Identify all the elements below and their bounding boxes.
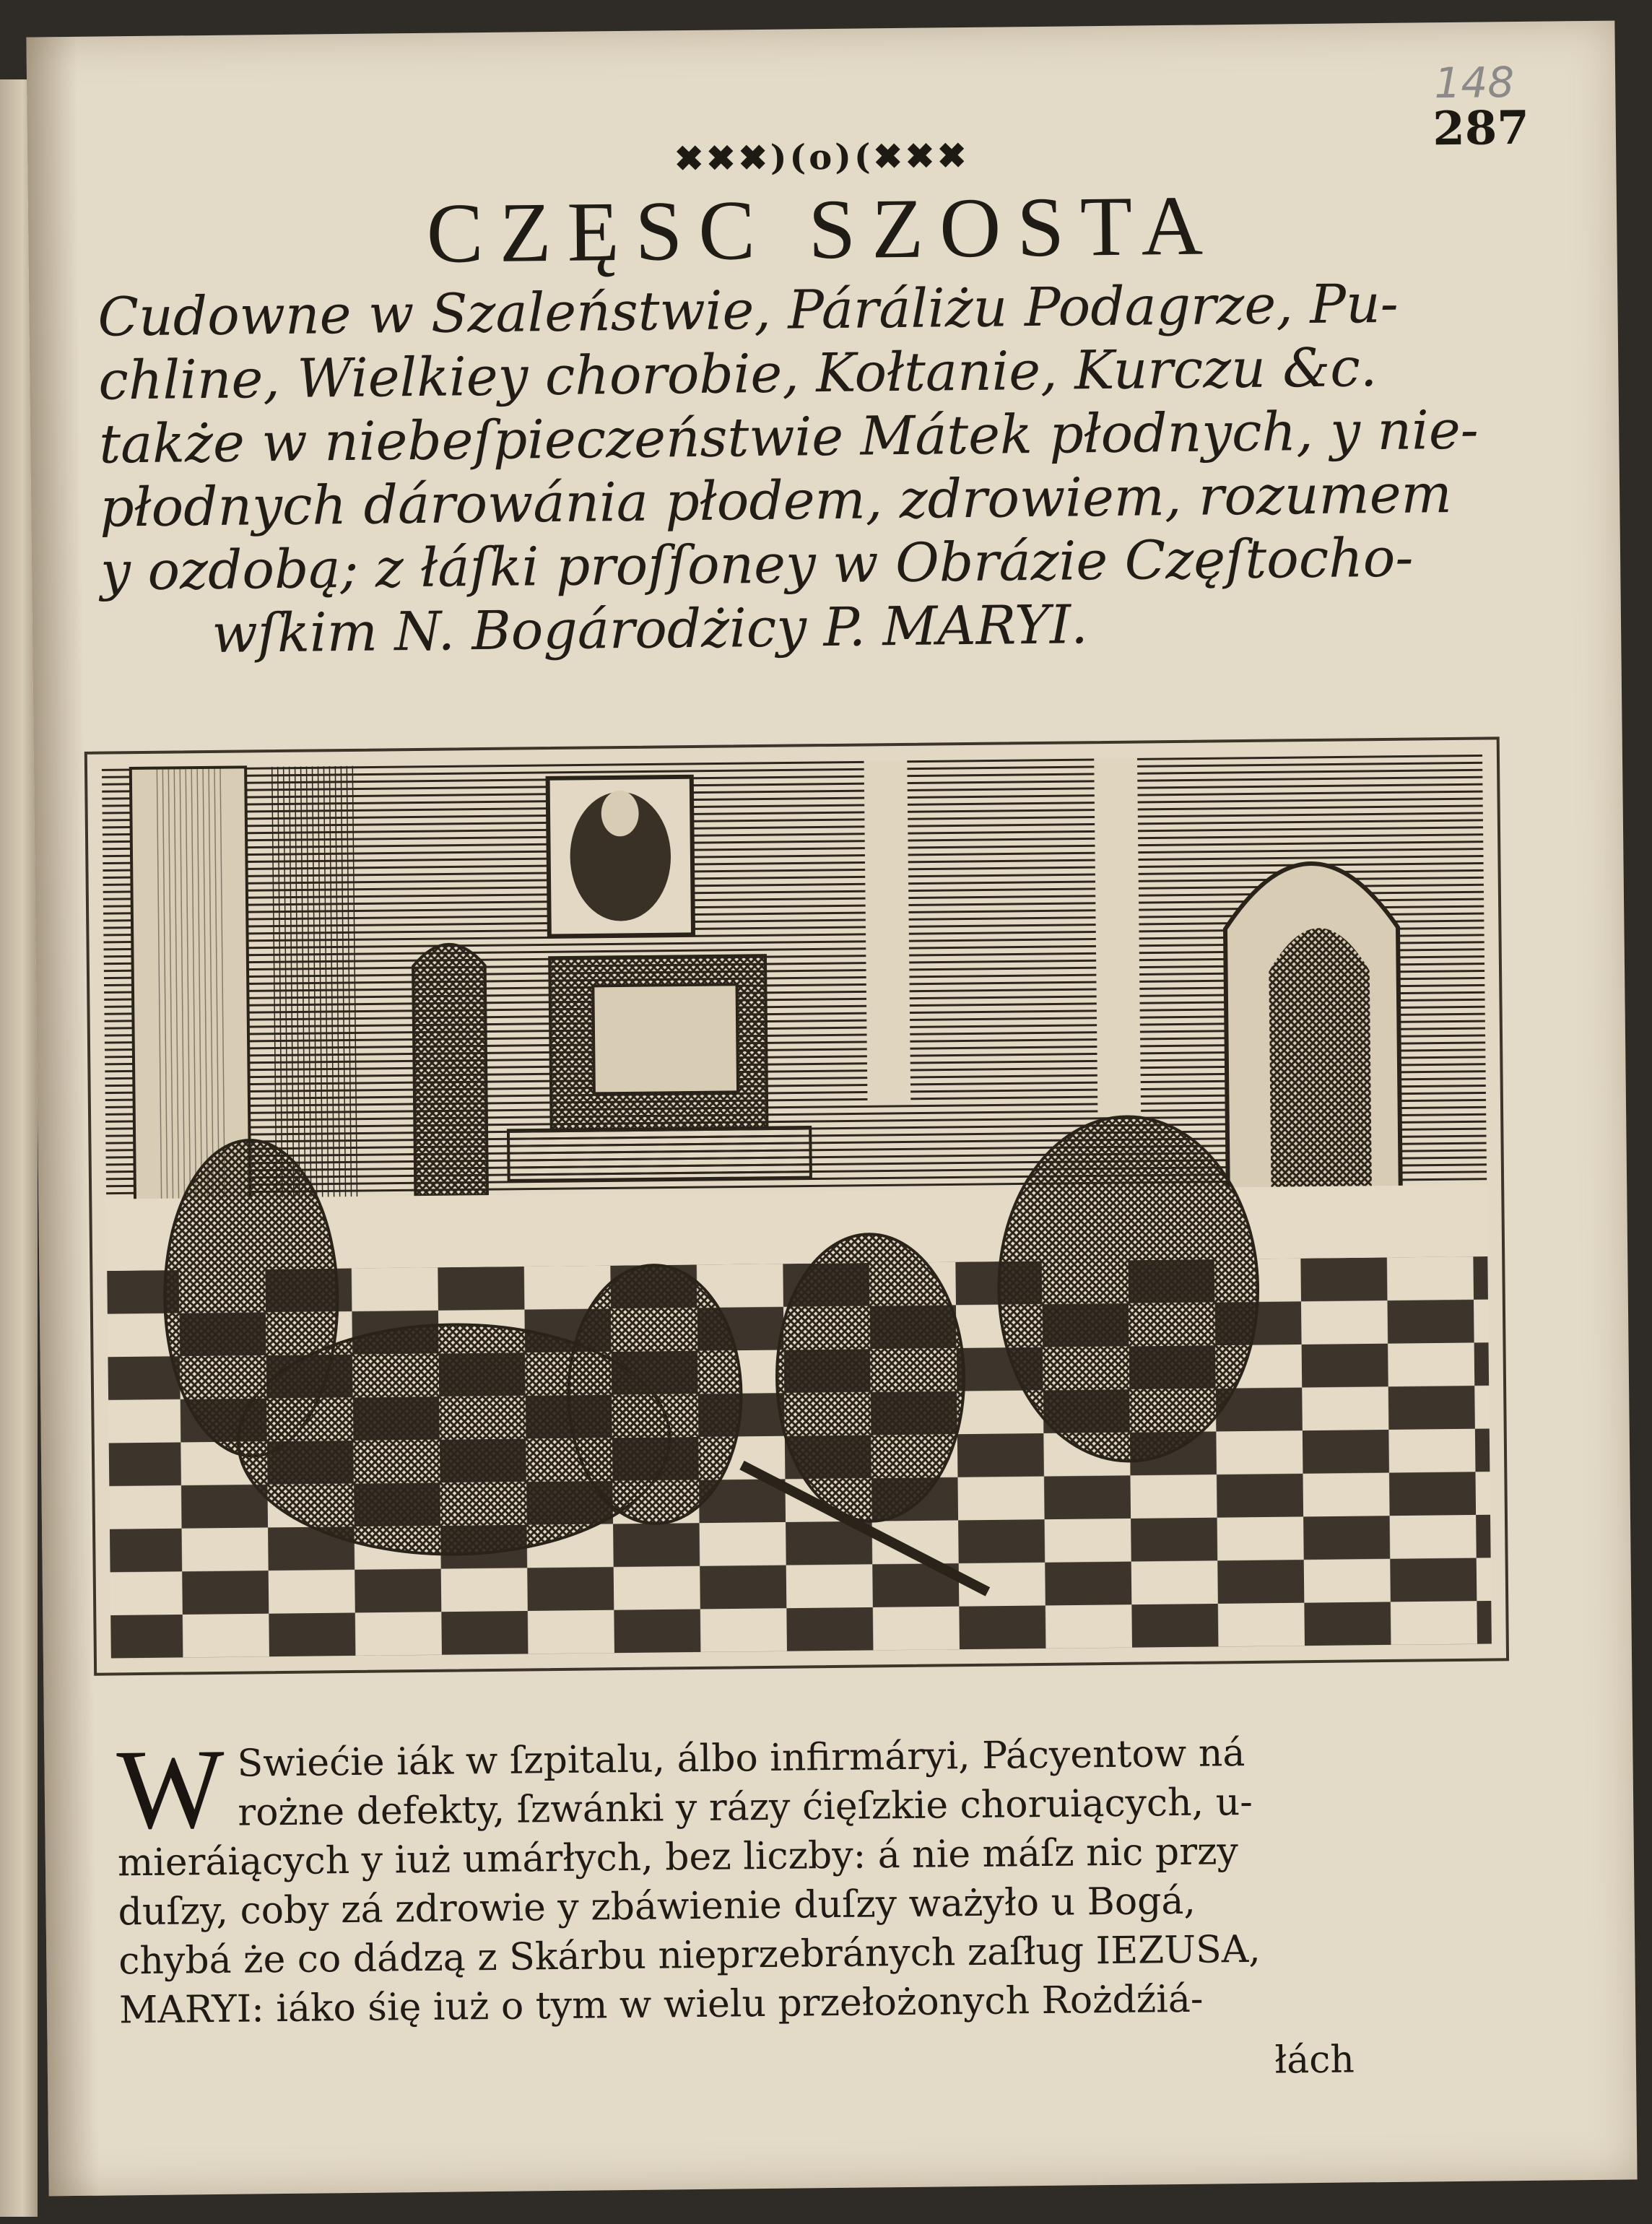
pencil-annotation: 148 [1434, 58, 1515, 108]
drop-cap: W [116, 1725, 225, 1854]
subtitle-line: Cudowne w Szaleństwie, Páráliżu Podagrze, Pu- [97, 272, 1399, 349]
chapter-subtitle [97, 272, 1479, 666]
text-line: Swiećie iák w ſzpitalu, álbo infirmáryi, Pácyentow ná [237, 1732, 1245, 1786]
page-number: 287 [1432, 100, 1530, 157]
engraving-church-interior [87, 739, 1506, 1672]
subtitle-line: y ozdobą; z łáſki proſſoney w Obrázie Częſtocho- [100, 526, 1414, 603]
subtitle-line: wſkim N. Bogárodżicy P. MARYI. [211, 594, 1089, 665]
subtitle-line: także w niebeſpieczeństwie Mátek płodnych, y nie- [98, 399, 1479, 476]
text-line: MARYI: iáko śię iuż o tym w wielu przełożonych Rożdźiá- [118, 1977, 1204, 2033]
header-ornament: ✖✖✖)(o)(✖✖✖ [674, 135, 970, 180]
text-line: chybá że co dádzą z Skárbu nieprzebránych zaſług IEZUSA, [118, 1927, 1261, 1984]
text-line: mieráiących y iuż umárłych, bez liczby: á nie máſz nic przy [117, 1830, 1239, 1885]
chapter-title: CZĘSC SZOSTA [426, 178, 1220, 281]
body-paragraph [116, 1727, 1390, 2035]
text-line: rożne defekty, ſzwánki y rázy ćięſzkie choruiących, u- [237, 1780, 1253, 1835]
book-page [26, 21, 1637, 2197]
subtitle-line: płodnych dárowánia płodem, zdrowiem, rozumem [99, 462, 1453, 539]
subtitle-line: chline, Wielkiey chorobie, Kołtanie, Kurczu &c. [97, 336, 1378, 412]
engraving-illustration [84, 737, 1509, 1675]
text-line: duſzy, coby zá zdrowie y zbáwienie duſzy ważyło u Bogá, [118, 1879, 1196, 1934]
catchword: łách [1274, 2038, 1355, 2082]
